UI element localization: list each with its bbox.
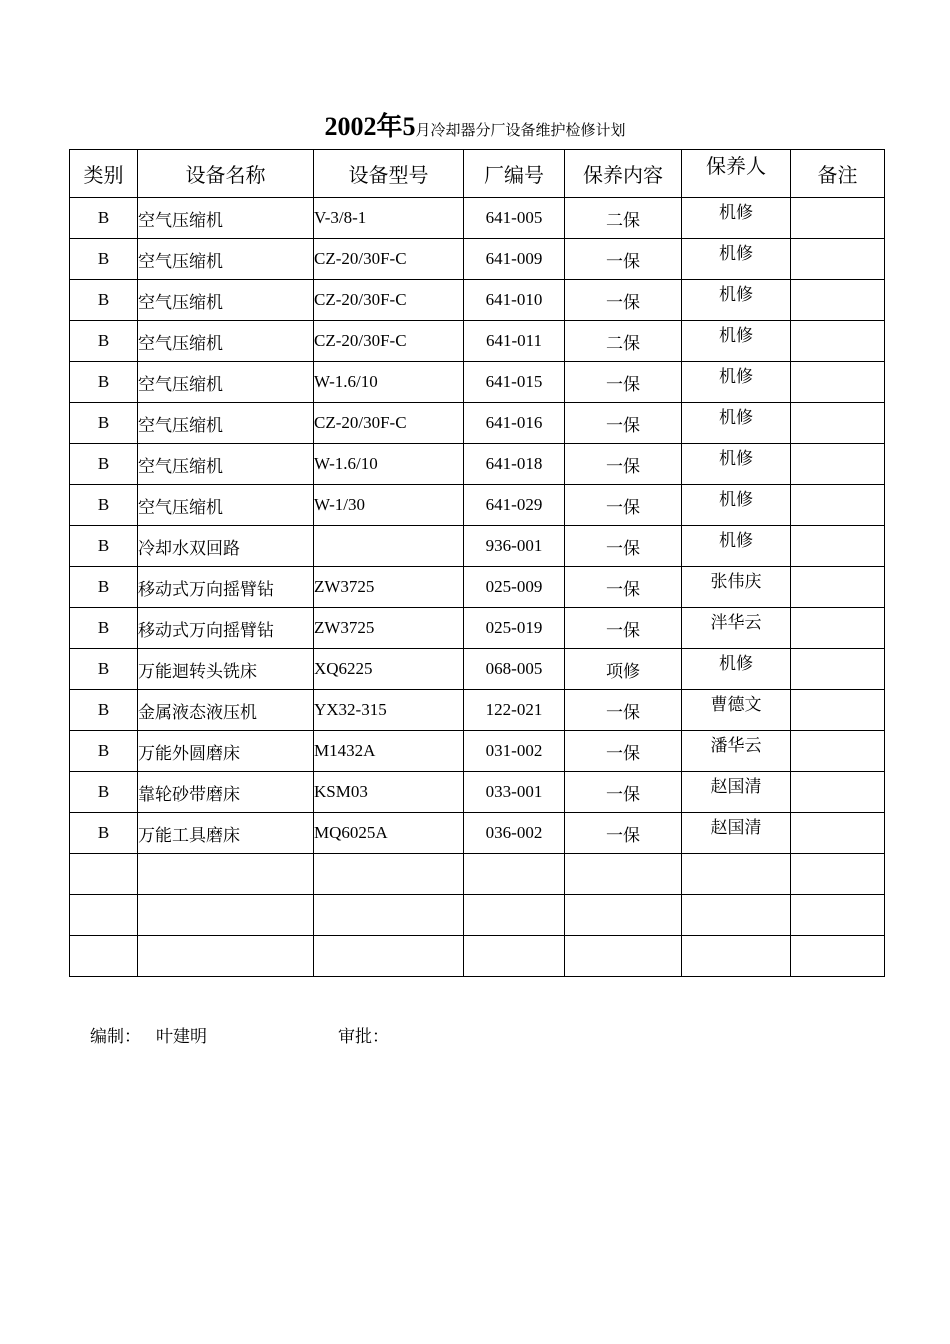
compiler-name: 叶建明 bbox=[156, 1027, 207, 1047]
cell-maintainer: 机修 bbox=[682, 649, 791, 690]
cell-remarks bbox=[791, 813, 885, 854]
table-row bbox=[70, 854, 885, 895]
cell-equipment-name: 空气压缩机 bbox=[138, 198, 314, 239]
cell-factory-number: 122-021 bbox=[464, 690, 565, 731]
cell-equipment-model: M1432A bbox=[314, 731, 464, 772]
cell-remarks bbox=[791, 649, 885, 690]
cell-category: B bbox=[70, 813, 138, 854]
cell-category: B bbox=[70, 321, 138, 362]
cell-equipment-name: 万能迴转头铣床 bbox=[138, 649, 314, 690]
cell-equipment-model: W-1.6/10 bbox=[314, 362, 464, 403]
table-row bbox=[70, 813, 885, 854]
cell-maintainer: 机修 bbox=[682, 485, 791, 526]
cell-factory-number: 641-010 bbox=[464, 280, 565, 321]
cell-remarks bbox=[791, 239, 885, 280]
cell-category: B bbox=[70, 198, 138, 239]
cell-maintenance-content: 一保 bbox=[565, 403, 682, 444]
table-row bbox=[70, 936, 885, 977]
table-row bbox=[70, 567, 885, 608]
cell-factory-number: 641-011 bbox=[464, 321, 565, 362]
cell-maintainer: 潘华云 bbox=[682, 731, 791, 772]
cell-maintenance-content: 一保 bbox=[565, 526, 682, 567]
cell-equipment-name bbox=[138, 895, 314, 936]
table-row bbox=[70, 895, 885, 936]
page-title bbox=[0, 106, 950, 143]
cell-factory-number: 641-016 bbox=[464, 403, 565, 444]
table-row bbox=[70, 690, 885, 731]
table-row bbox=[70, 321, 885, 362]
cell-category bbox=[70, 895, 138, 936]
cell-maintenance-content bbox=[565, 895, 682, 936]
cell-equipment-name: 移动式万向摇臂钻 bbox=[138, 608, 314, 649]
cell-category: B bbox=[70, 280, 138, 321]
table-row bbox=[70, 526, 885, 567]
cell-category: B bbox=[70, 485, 138, 526]
cell-maintenance-content: 一保 bbox=[565, 239, 682, 280]
title-rest: 月冷却器分厂设备维护检修计划 bbox=[415, 121, 626, 139]
cell-category bbox=[70, 854, 138, 895]
table-row bbox=[70, 731, 885, 772]
cell-maintenance-content: 一保 bbox=[565, 362, 682, 403]
cell-factory-number: 033-001 bbox=[464, 772, 565, 813]
cell-remarks bbox=[791, 854, 885, 895]
cell-remarks bbox=[791, 485, 885, 526]
cell-maintenance-content: 一保 bbox=[565, 444, 682, 485]
cell-maintainer: 曹德文 bbox=[682, 690, 791, 731]
cell-maintenance-content: 一保 bbox=[565, 731, 682, 772]
cell-equipment-model: CZ-20/30F-C bbox=[314, 321, 464, 362]
cell-maintainer: 机修 bbox=[682, 321, 791, 362]
table-row bbox=[70, 608, 885, 649]
header-equipment-model: 设备型号 bbox=[314, 150, 464, 198]
cell-remarks bbox=[791, 731, 885, 772]
table-row bbox=[70, 649, 885, 690]
cell-category: B bbox=[70, 403, 138, 444]
cell-equipment-name: 空气压缩机 bbox=[138, 239, 314, 280]
cell-factory-number bbox=[464, 895, 565, 936]
cell-maintainer: 泮华云 bbox=[682, 608, 791, 649]
cell-maintenance-content: 二保 bbox=[565, 321, 682, 362]
table-header-row bbox=[70, 150, 885, 198]
table-row bbox=[70, 444, 885, 485]
cell-equipment-model: CZ-20/30F-C bbox=[314, 403, 464, 444]
cell-maintainer: 机修 bbox=[682, 444, 791, 485]
maintenance-plan-table bbox=[69, 149, 885, 977]
cell-remarks bbox=[791, 444, 885, 485]
cell-factory-number: 036-002 bbox=[464, 813, 565, 854]
cell-factory-number: 641-015 bbox=[464, 362, 565, 403]
header-remarks: 备注 bbox=[791, 150, 885, 198]
cell-equipment-name: 空气压缩机 bbox=[138, 444, 314, 485]
cell-equipment-name bbox=[138, 854, 314, 895]
cell-factory-number: 641-018 bbox=[464, 444, 565, 485]
cell-equipment-model bbox=[314, 936, 464, 977]
cell-remarks bbox=[791, 895, 885, 936]
cell-factory-number bbox=[464, 854, 565, 895]
cell-category: B bbox=[70, 608, 138, 649]
cell-maintenance-content bbox=[565, 936, 682, 977]
cell-equipment-name: 冷却水双回路 bbox=[138, 526, 314, 567]
cell-maintenance-content: 一保 bbox=[565, 813, 682, 854]
table-row bbox=[70, 198, 885, 239]
cell-category: B bbox=[70, 690, 138, 731]
cell-equipment-model: W-1/30 bbox=[314, 485, 464, 526]
cell-equipment-name: 万能工具磨床 bbox=[138, 813, 314, 854]
cell-remarks bbox=[791, 321, 885, 362]
cell-equipment-model: KSM03 bbox=[314, 772, 464, 813]
cell-equipment-model: YX32-315 bbox=[314, 690, 464, 731]
cell-maintenance-content: 一保 bbox=[565, 567, 682, 608]
cell-maintainer: 机修 bbox=[682, 526, 791, 567]
cell-category: B bbox=[70, 731, 138, 772]
cell-equipment-name: 空气压缩机 bbox=[138, 321, 314, 362]
cell-remarks bbox=[791, 690, 885, 731]
cell-remarks bbox=[791, 608, 885, 649]
cell-remarks bbox=[791, 936, 885, 977]
cell-factory-number: 936-001 bbox=[464, 526, 565, 567]
cell-maintenance-content: 一保 bbox=[565, 280, 682, 321]
cell-remarks bbox=[791, 198, 885, 239]
cell-factory-number: 641-029 bbox=[464, 485, 565, 526]
cell-equipment-name: 万能外圆磨床 bbox=[138, 731, 314, 772]
compiler-label: 编制： bbox=[90, 1027, 141, 1047]
title-year-char: 年 bbox=[376, 112, 403, 141]
header-maintenance-content: 保养内容 bbox=[565, 150, 682, 198]
cell-equipment-model: CZ-20/30F-C bbox=[314, 280, 464, 321]
cell-remarks bbox=[791, 280, 885, 321]
cell-equipment-name: 移动式万向摇臂钻 bbox=[138, 567, 314, 608]
cell-maintenance-content: 项修 bbox=[565, 649, 682, 690]
cell-maintenance-content: 一保 bbox=[565, 772, 682, 813]
cell-maintainer: 赵国清 bbox=[682, 772, 791, 813]
cell-remarks bbox=[791, 403, 885, 444]
cell-equipment-model: MQ6025A bbox=[314, 813, 464, 854]
cell-factory-number: 641-005 bbox=[464, 198, 565, 239]
cell-factory-number: 031-002 bbox=[464, 731, 565, 772]
cell-equipment-name: 空气压缩机 bbox=[138, 362, 314, 403]
cell-maintainer: 机修 bbox=[682, 403, 791, 444]
table-row bbox=[70, 362, 885, 403]
cell-equipment-name: 空气压缩机 bbox=[138, 485, 314, 526]
cell-equipment-name bbox=[138, 936, 314, 977]
cell-equipment-model: W-1.6/10 bbox=[314, 444, 464, 485]
cell-category bbox=[70, 936, 138, 977]
cell-category: B bbox=[70, 362, 138, 403]
cell-maintenance-content: 一保 bbox=[565, 690, 682, 731]
cell-equipment-name: 空气压缩机 bbox=[138, 280, 314, 321]
cell-category: B bbox=[70, 444, 138, 485]
cell-equipment-name: 空气压缩机 bbox=[138, 403, 314, 444]
table-row bbox=[70, 403, 885, 444]
cell-maintenance-content bbox=[565, 854, 682, 895]
cell-maintainer: 机修 bbox=[682, 362, 791, 403]
cell-factory-number: 025-009 bbox=[464, 567, 565, 608]
cell-equipment-model bbox=[314, 526, 464, 567]
table-row bbox=[70, 772, 885, 813]
cell-maintenance-content: 二保 bbox=[565, 198, 682, 239]
cell-maintainer bbox=[682, 936, 791, 977]
cell-remarks bbox=[791, 772, 885, 813]
approver-label: 审批： bbox=[338, 1027, 389, 1047]
header-factory-number: 厂编号 bbox=[464, 150, 565, 198]
cell-maintenance-content: 一保 bbox=[565, 608, 682, 649]
table-row bbox=[70, 280, 885, 321]
cell-equipment-model bbox=[314, 854, 464, 895]
cell-category: B bbox=[70, 239, 138, 280]
cell-factory-number: 068-005 bbox=[464, 649, 565, 690]
cell-maintainer: 张伟庆 bbox=[682, 567, 791, 608]
cell-equipment-model: V-3/8-1 bbox=[314, 198, 464, 239]
cell-maintainer: 机修 bbox=[682, 239, 791, 280]
cell-factory-number bbox=[464, 936, 565, 977]
cell-remarks bbox=[791, 567, 885, 608]
cell-maintainer bbox=[682, 854, 791, 895]
cell-equipment-model: CZ-20/30F-C bbox=[314, 239, 464, 280]
cell-equipment-model: XQ6225 bbox=[314, 649, 464, 690]
cell-maintainer: 机修 bbox=[682, 198, 791, 239]
title-month: 5 bbox=[402, 112, 416, 141]
cell-category: B bbox=[70, 772, 138, 813]
cell-category: B bbox=[70, 526, 138, 567]
table-row bbox=[70, 239, 885, 280]
cell-equipment-model: ZW3725 bbox=[314, 608, 464, 649]
cell-remarks bbox=[791, 362, 885, 403]
cell-equipment-model bbox=[314, 895, 464, 936]
cell-equipment-model: ZW3725 bbox=[314, 567, 464, 608]
header-equipment-name: 设备名称 bbox=[138, 150, 314, 198]
header-maintainer: 保养人 bbox=[682, 150, 791, 198]
cell-maintenance-content: 一保 bbox=[565, 485, 682, 526]
cell-factory-number: 641-009 bbox=[464, 239, 565, 280]
cell-factory-number: 025-019 bbox=[464, 608, 565, 649]
table-row bbox=[70, 485, 885, 526]
cell-maintainer bbox=[682, 895, 791, 936]
header-category: 类别 bbox=[70, 150, 138, 198]
cell-maintainer: 机修 bbox=[682, 280, 791, 321]
cell-equipment-name: 靠轮砂带磨床 bbox=[138, 772, 314, 813]
cell-category: B bbox=[70, 567, 138, 608]
cell-category: B bbox=[70, 649, 138, 690]
title-year: 2002 bbox=[324, 112, 377, 141]
cell-maintainer: 赵国清 bbox=[682, 813, 791, 854]
cell-equipment-name: 金属液态液压机 bbox=[138, 690, 314, 731]
cell-remarks bbox=[791, 526, 885, 567]
